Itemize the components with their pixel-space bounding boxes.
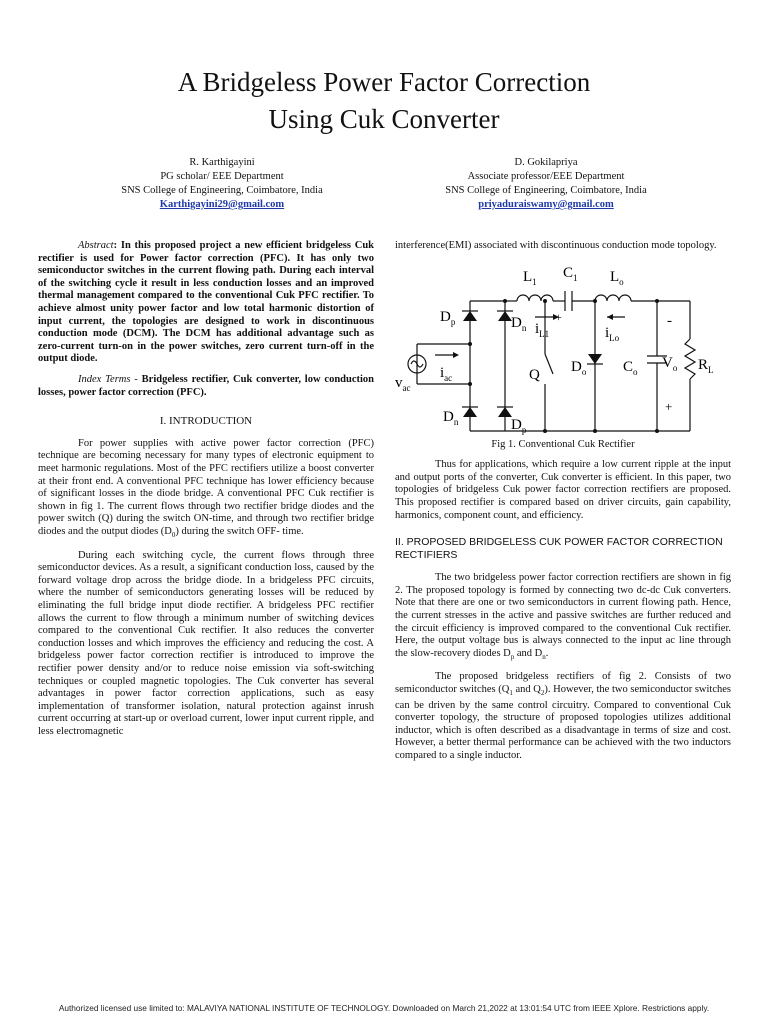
label-Vo: $V_o$ xyxy=(662,354,678,373)
author-email-link[interactable]: Karthigayini29@gmail.com xyxy=(159,199,285,210)
author-affiliation: SNS College of Engineering, Coimbatore, India xyxy=(121,185,323,196)
paper-title xyxy=(0,64,768,138)
author-affiliation: SNS College of Engineering, Coimbatore, India xyxy=(445,185,647,196)
license-footer: Authorized licensed use limited to: MALAVIYA NATIONAL INSTITUTE OF TECHNOLOGY. Downloaded on March 21,2022 at 13:01:54 UTC from IEEE Xplore. Restrictions apply. xyxy=(58,1003,710,1013)
label-Q: Q xyxy=(529,366,540,383)
title-line-2: Using Cuk Converter xyxy=(268,104,500,134)
left-column xyxy=(38,240,374,746)
author-block-2 xyxy=(386,156,706,212)
label-plus-c1: + xyxy=(555,309,562,324)
label-Dp-top: $D_p$ xyxy=(440,308,456,327)
intro-paragraph-2-continued: interference(EMI) associated with discontinuous conduction mode topology. xyxy=(395,240,717,251)
section-heading-introduction: I. INTRODUCTION xyxy=(159,415,253,428)
label-Co: $C_o$ xyxy=(623,358,638,377)
author-role: PG scholar/ EEE Department xyxy=(160,171,284,182)
section2-paragraph-1: The two bridgeless power factor correction rectifiers are shown in fig 2. The proposed topology is formed by connecting two dc-dc Cuk converters. Note that there are one or two semiconductors in current flowing path. Hence, the current stresses in the active and passive switches are further reduced and the circuit efficiency is improved compared to the conventional Cuk rectifier. Here, the output voltage bus is always connected to the input ac line through the slow-recovery diodes $D_p$ and $D_n$. xyxy=(395,572,731,661)
intro-paragraph-3: Thus for applications, which require a low current ripple at the input and output ports of the converter, Cuk converter is efficient. In this paper, two topologies of bridgeless Cuk power factor correction rectifiers are proposed. This proposed rectifier is compared based on driver circuits, gain capability, harmonics, component count, and efficiency. xyxy=(395,459,731,521)
intro-paragraph-2: During each switching cycle, the current flows through three semiconductor devices. As a result, a significant conduction loss, caused by the forward voltage drop across the bridge diode. In a bridgeless PFC circuits, where the number of semiconductors generating losses will be reduced by eliminating the full bridge input diode rectifier. A bridgeless PFC rectifier allows the current to flow through a minimum number of switching devices compared to the conventional Cuk rectifier. It also reduces the converter conduction losses and which improves the efficiency and reducing the cost. A bridgeless power factor correction rectifier is introduced to improve the rectifier power density and/or to reduce noise emission via soft-switching techniques or coupled magnetic topologies. The Cuk converter has several advantages in power factor correction applications, such as easy implementation of transformer isolation, natural protection against inrush current occurring at start-up or overload current, lower input current ripple, and less electromagnetic xyxy=(38,549,374,737)
index-terms-label: Index Terms - xyxy=(78,373,138,385)
label-Dn-bottom: $D_n$ xyxy=(443,408,459,427)
figure-conventional-cuk-rectifier xyxy=(395,259,731,439)
label-minus: - xyxy=(667,312,672,329)
index-terms-text: Bridgeless rectifier, Cuk converter, low conduction losses, power factor correction (PFC). xyxy=(38,373,374,398)
index-terms xyxy=(38,374,374,399)
label-Dp-bottom: $D_p$ xyxy=(511,416,527,435)
author-role: Associate professor/EEE Department xyxy=(467,171,625,182)
author-email-link[interactable]: priyaduraiswamy@gmail.com xyxy=(478,199,614,210)
label-RL: $R_L$ xyxy=(698,356,714,375)
author-name: R. Karthigayini xyxy=(189,157,255,168)
label-iac: $i_{ac}$ xyxy=(440,364,453,383)
abstract-label: Abstract xyxy=(78,240,114,251)
right-column xyxy=(395,240,731,771)
section-heading-proposed: II. PROPOSED BRIDGELESS CUK POWER FACTOR CORRECTION RECTIFIERS xyxy=(395,536,723,562)
intro-paragraph-1: For power supplies with active power factor correction (PFC) technique are becoming necessary for many types of electronic equipment to meet harmonic regulations. Most of the PFC rectifiers utilize a boost converter at their front end. A conventional PFC technique has lower efficiency because of significant losses in the diode bridge. A conventional PFC Cuk rectifier is shown in fig 1. The current flows through two rectifier bridge diodes and the power switch (Q) during the switch ON-time, and through two rectifier bridge diodes and the output diodes $(D_0)$ during the switch OFF- time. xyxy=(38,437,374,539)
label-Lo: $L_o$ xyxy=(610,268,624,287)
label-L1: $L_1$ xyxy=(523,268,537,287)
label-plus-out: + xyxy=(665,398,673,414)
section2-paragraph-2: The proposed bridgeless rectifiers of fig 2. Consists of two semiconductor switches ($Q_1$ and $Q_2$). However, the two semiconductor switches can be driven by the same control circuitry. Compared to conventional Cuk converter topology, the structure of proposed topologies utilizes additional inductor, which is often described as a disadvantage in terms of size and cost. However, a better thermal performance can be achieved with the two inductors compared to a single inductor. xyxy=(395,671,731,762)
label-Do: $D_o$ xyxy=(571,358,587,377)
label-vac: $v_{ac}$ xyxy=(395,374,411,393)
label-iL1: $i_{L1}$ xyxy=(535,320,550,339)
title-line-1: A Bridgeless Power Factor Correction xyxy=(177,67,591,97)
label-C1: $C_1$ xyxy=(563,264,578,283)
author-block-1 xyxy=(62,156,382,212)
abstract-text: : In this proposed project a new efficient bridgeless Cuk rectifier is used for Power factor correction (PFC). It has only two semiconductor switches in the current flowing path. During each interval of the switching cycle it result in less conduction losses and an improved thermal management compared to the conventional Cuk PFC rectifier. To achieve almost unity power factor and low total harmonic distortion of input current, the topologies are designed to work in discontinuous conduction mode (DCM). The DCM has additional advantage such as zero-current turn-on in the power switches, zero current turn-off in the output diode. xyxy=(38,240,374,365)
abstract xyxy=(38,240,374,366)
figure-1-caption: Fig 1. Conventional Cuk Rectifier xyxy=(491,438,635,450)
author-name: D. Gokilapriya xyxy=(514,157,578,168)
label-Dn-top: $D_n$ xyxy=(511,314,527,333)
label-iLo: $i_{Lo}$ xyxy=(605,324,620,343)
